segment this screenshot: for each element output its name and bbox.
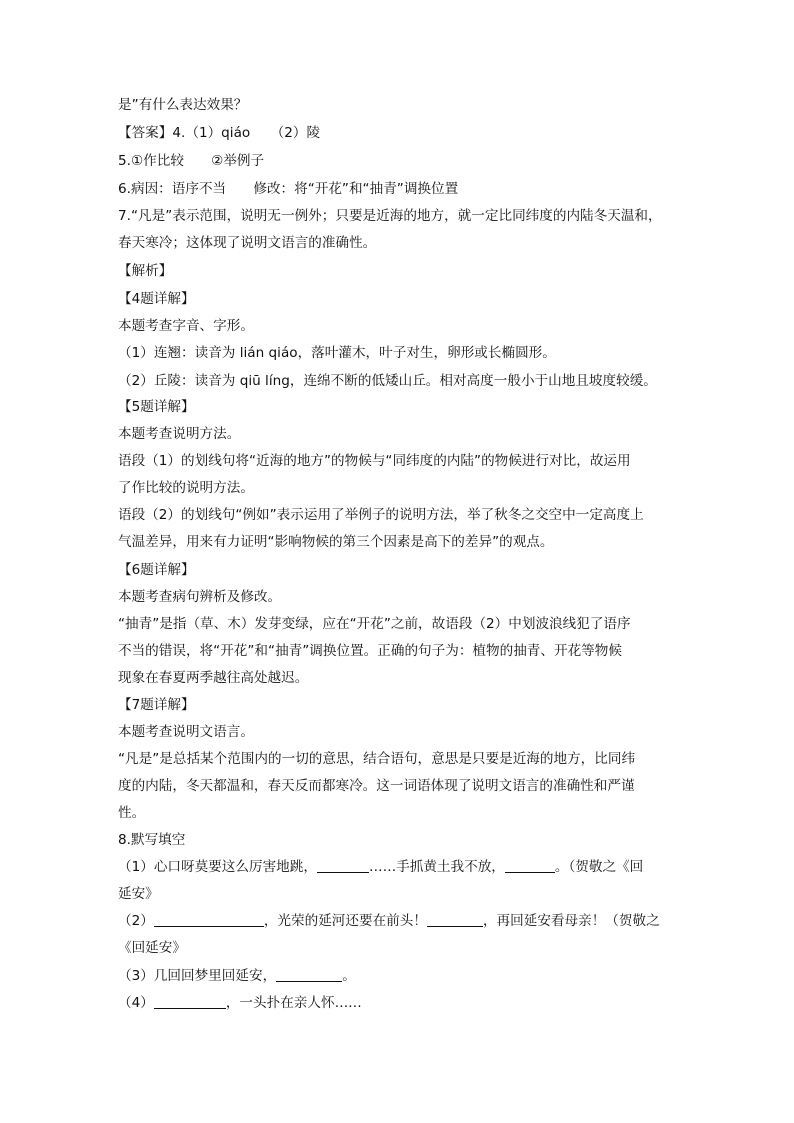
- fill-blank[interactable]: [154, 995, 226, 1009]
- q8-item-4-text: （4）: [118, 995, 154, 1011]
- q5-para1-b: 了作比较的说明方法。: [118, 480, 254, 496]
- q8-item-1-cont: 延安》: [118, 886, 159, 902]
- q6-para-c: 现象在春夏两季越往高处越迟。: [118, 670, 309, 686]
- q8-item-1-text: 。（贺敬之《回: [554, 859, 644, 875]
- q4-item-1: （1）连翘：读音为 lián qiáo，落叶灌木，叶子对生，卵形或长椭圆形。: [118, 345, 556, 361]
- q8-item-2-text: ，光荣的延河还要在前头！: [263, 913, 427, 929]
- q7-para-c: 性。: [118, 805, 146, 821]
- answer-line-7b: 春天寒冷；这体现了说明文语言的准确性。: [118, 235, 377, 251]
- answer-line-6: 6.病因：语序不当 修改：将“开花”和“抽青”调换位置: [118, 181, 459, 197]
- q8-item-2: [118, 911, 684, 931]
- q5-intro: 本题考查说明方法。: [118, 426, 241, 442]
- q8-item-2-text: （2）: [118, 913, 154, 929]
- fill-blank[interactable]: [427, 913, 483, 927]
- q8-item-4-text: ，一头扑在亲人怀……: [225, 995, 362, 1011]
- q8-item-2-cont: 《回延安》: [118, 940, 186, 956]
- q7-heading: 【7题详解】: [118, 697, 195, 713]
- answer-line-7a: 7.“凡是”表示范围，说明无一例外；只要是近海的地方，就一定比同纬度的内陆冬天温和，: [118, 208, 662, 224]
- q8-item-3-text: 。: [342, 968, 356, 984]
- q5-para2-a: 语段（2）的划线句“例如”表示运用了举例子的说明方法，举了秋冬之交空中一定高度上: [118, 507, 644, 523]
- fill-blank[interactable]: [276, 968, 342, 982]
- q7-para-b: 度的内陆，冬天都温和，春天反而都寒冷。这一词语体现了说明文语言的准确性和严谨: [118, 778, 635, 794]
- q6-para-a: “抽青”是指（草、木）发芽变绿，应在“开花”之前，故语段（2）中划波浪线犯了语序: [118, 616, 631, 632]
- q7-intro: 本题考查说明文语言。: [118, 724, 254, 740]
- answer-line-4: [118, 123, 684, 143]
- q8-item-3-text: （3）几回回梦里回延安，: [118, 968, 277, 984]
- q4-item-2: （2）丘陵：读音为 qiū líng，连绵不断的低矮山丘。相对高度一般小于山地且坡度较缓。: [118, 373, 657, 389]
- q8-item-2-text: ，再回延安看母亲！（贺敬之: [482, 913, 660, 929]
- q8-item-1: [118, 857, 684, 877]
- fill-blank[interactable]: [505, 859, 555, 873]
- q6-heading: 【6题详解】: [118, 562, 195, 578]
- q8-heading: 8.默写填空: [118, 832, 186, 848]
- q8-item-4: [118, 993, 684, 1013]
- q8-item-1-text: （1）心口呀莫要这么厉害地跳，: [118, 859, 317, 875]
- q5-para1-a: 语段（1）的划线句将“近海的地方”的物候与“同纬度的内陆”的物候进行对比，故运用: [118, 453, 631, 469]
- q4-intro: 本题考查字音、字形。: [118, 318, 254, 334]
- question-tail: 是”有什么表达效果？: [118, 97, 248, 113]
- q5-para2-b: 气温差异，用来有力证明“影响物候的第三个因素是高下的差异”的观点。: [118, 534, 554, 550]
- q7-para-a: “凡是”是总括某个范围内的一切的意思，结合语句，意思是只要是近海的地方，比同纬: [118, 751, 636, 767]
- q8-item-3: [118, 966, 684, 986]
- q8-item-1-text: ……手抓黄土我不放，: [368, 859, 505, 875]
- q5-heading: 【5题详解】: [118, 399, 195, 415]
- q4-heading: 【4题详解】: [118, 291, 195, 307]
- fill-blank[interactable]: [154, 913, 264, 927]
- analysis-heading: 【解析】: [118, 263, 173, 279]
- q6-intro: 本题考查病句辨析及修改。: [118, 589, 282, 605]
- answer-line-5: 5.①作比较 ②举例子: [118, 153, 265, 169]
- q6-para-b: 不当的错误，将“开花”和“抽青”调换位置。正确的句子为：植物的抽青、开花等物候: [118, 643, 622, 659]
- fill-blank[interactable]: [317, 859, 369, 873]
- answer-text: 【答案】4.（1）qiáo （2）陵: [118, 125, 321, 141]
